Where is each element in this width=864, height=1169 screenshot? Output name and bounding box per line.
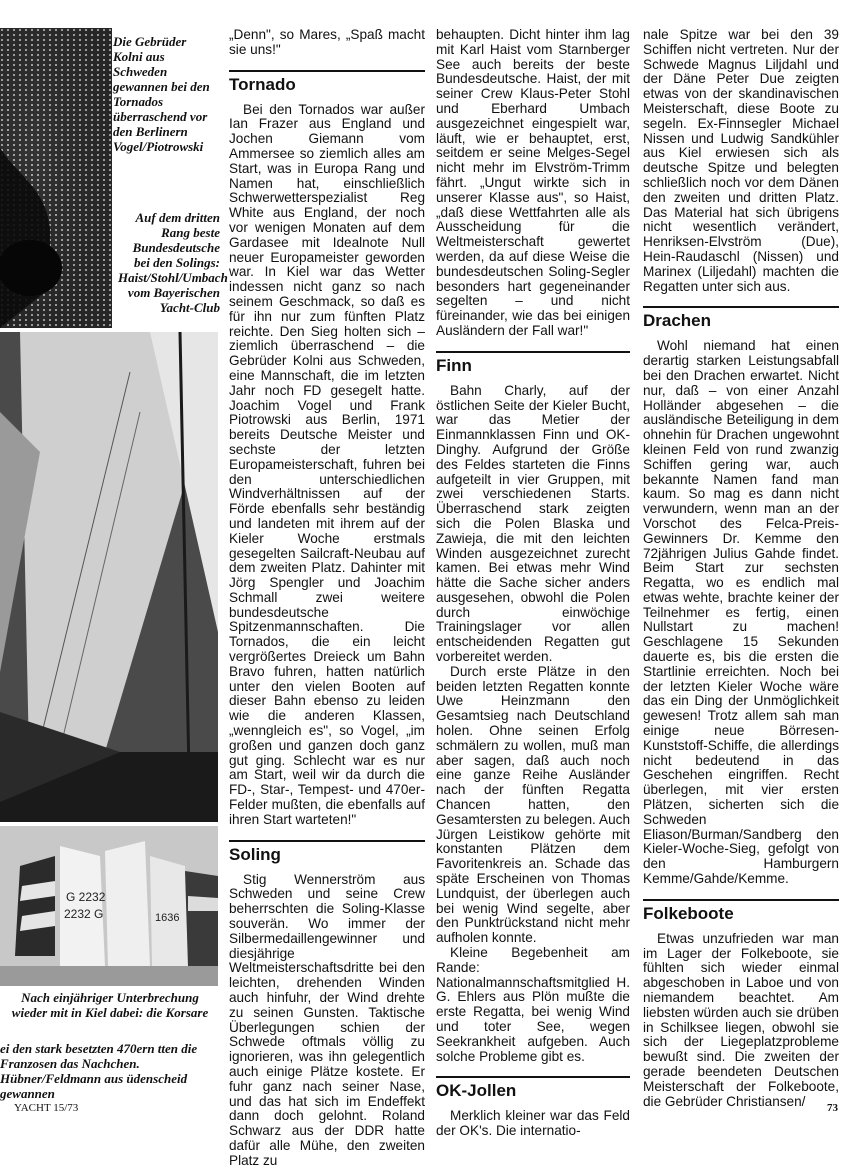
korsare-photo-graphic bbox=[0, 826, 218, 986]
photo-tornado-sailing bbox=[0, 28, 112, 328]
soling-paragraph: Stig Wennerström aus Schweden und seine Crew beherrschten die Soling-Klasse souverän. Wo immer der Silbermedaillengewinner und diesjährige Weltmeisterschaftsdritte bei den leichten, drehenden Winden auch hinfuhr, der Wind drehte zu seinen Gunsten. Taktische Überlegungen schien der Schwede oftmals völlig zu ignorieren, was ihn gelegentlich auch einige Plätze kostete. Er fuhr ganz nach seiner Nase, und das hat sich im Endeffekt dann doch gelohnt. Roland Schwarz aus der DDR hatte dafür alle Mühe, den zweiten Platz zu bbox=[229, 871, 425, 1168]
photo-korsare-fleet bbox=[0, 826, 218, 986]
finn-paragraph-3: Kleine Begebenheit am Rande: Nationalmannschaftsmitglied H. G. Ehlers aus Plön mußte die erste Regatta, bei wenig Wind und toter See, wegen Seekrankheit aufgeben. Auch solche Probleme gibt es. bbox=[436, 945, 630, 1064]
photo-soling-sails bbox=[0, 332, 218, 822]
finn-paragraph-2: Durch erste Plätze in den beiden letzten Regatten konnte Uwe Heinzmann den Gesamtsieg nach Deutschland holen. Ohne seinen Erfolg schmälern zu wollen, muß man aber sagen, daß auch noch eine ganze Reihe Ausländer nach der fünften Regatta Chancen hatten, den Gesamtersten zu belegen. Auch Jürgen Leistikow gehörte mit konstanten Plätzen dem Favoritenkreis an. Schade das späte Erscheinen von Thomas Lundquist, der überlegen auch bei wenig Wind segelte, aber den Punktrückstand nicht mehr aufholen konnte. bbox=[436, 663, 630, 946]
heading-soling: Soling bbox=[229, 840, 425, 865]
heading-drachen: Drachen bbox=[643, 306, 839, 331]
caption-470er: ei den stark besetzten 470ern tten die Franzosen das Nachchen. Hübner/Feldmann aus üdenscheid gewannen bbox=[0, 1041, 198, 1101]
caption-tornado: Die Gebrüder Kolni aus Schweden gewannen bei den Tornados überraschend vor den Berlinern Vogel/Piotrowski bbox=[113, 34, 210, 154]
heading-finn: Finn bbox=[436, 351, 630, 376]
soling-continued-paragraph: behaupten. Dicht hinter ihm lag mit Karl Haist vom Starnberger See auch bereits der beste Bundesdeutsche. Haist, der mit seiner Crew Klaus-Peter Stohl und Eberhard Umbach ausgezeichnet eingespielt war, läuft, wie er behauptet, erst, seitdem er seine Melges-Segel nicht mehr im Elvström-Trimm fährt. „Ungut wirkte sich in unserer Klasse aus", so Haist, „daß diese Wettfahrten alle als Ausscheidung für die Weltmeisterschaft gewertet werden, da auf diese Weise die bundesdeutschen Soling-Segler besonders hart gegeneinander segelten – und nicht füreinander, wie das bei einigen Ausländern der Fall war!" bbox=[436, 27, 630, 338]
caption-soling: Auf dem dritten Rang beste Bundesdeutsche bei den Solings: Haist/Stohl/Umbach vom Bayerischen Yacht-Club bbox=[118, 210, 228, 315]
sail-number-2: 2232 G bbox=[64, 907, 104, 921]
heading-folkeboote: Folkeboote bbox=[643, 899, 839, 924]
soling-photo-graphic bbox=[0, 332, 218, 822]
caption-korsare: Nach einjähriger Unterbrechung wieder mit in Kiel dabei: die Korsare bbox=[11, 990, 209, 1020]
finn-paragraph-1: Bahn Charly, auf der östlichen Seite der Kieler Bucht, war das Metier der Einmannklassen Finn und OK-Dinghy. Aufgrund der Größe des Feldes starteten die Finns aufgeteilt in vier Gruppen, mit zwei verschiedenen Starts. Überraschend stark zeigten sich die Polen Blaska und Zawieja, die mit den leichten Winden ausgezeichnet zurecht kamen. Bei etwas mehr Wind hätte die Sache sicher anders ausgesehen, obwohl die Polen durch einwöchige Trainingslager vor allen entscheidenden Regatten gut vorbereitet werden. bbox=[436, 382, 630, 665]
footer-issue: YACHT 15/73 bbox=[14, 1102, 79, 1114]
sail-number-3: 1636 bbox=[155, 912, 180, 924]
intro-paragraph: „Denn", so Mares, „Spaß macht sie uns!" bbox=[229, 27, 425, 57]
text-column-4 bbox=[643, 28, 839, 1109]
tornado-paragraph: Bei den Tornados war außer Ian Frazer aus England und Jochen Giemann vom Ammersee so ziemlich alles am Start, was in Europa Rang und Namen hat, einschließlich Schwerwetterspezialist Reg White aus England, der noch vor wenigen Monaten auf dem Gardasee mit Idealnote Null neuer Europameister geworden war. In Kiel war das Wetter indessen nicht ganz so nach seinem Geschmack, so daß es für ihn nur zum fünften Platz reichte. Den Sieg holten sich – ziemlich überraschend – die Gebrüder Kolni aus Schweden, eine Mannschaft, die im letzten Jahr noch FD gesegelt hatte. Joachim Vogel und Frank Piotrowski aus Berlin, 1971 bereits Deutsche Meister und sechste der letzten Europameisterschaft, fuhren bei den unterschiedlichen Windverhältnissen auf der Förde ebenfalls sehr beständig und landeten mit ihrem auf der Kieler Woche erstmals gesegelten Sailcraft-Neubau auf dem zweiten Platz. Dahinter mit Jörg Spengler und Joachim Schmall zwei weitere bundesdeutsche Spitzenmannschaften. Die Tornados, die ein leicht vergrößertes Dreieck um Bahn Bravo fuhren, hatten natürlich unter den vielen Booten auf dieser Bahn ebenso zu leiden wie die anderen Klassen, „wenngleich es", so Vogel, „im großen und ganzen doch ganz gut ging. Schlecht war es nur am Start, weil wir da durch die FD-, Star-, Tempest- und 470er-Felder mußten, die ebenfalls auf ihren Start warteten!" bbox=[229, 101, 425, 827]
page-number: 73 bbox=[827, 1102, 838, 1114]
folkeboote-paragraph: Etwas unzufrieden war man im Lager der Folkeboote, sie fühlten sich wieder einmal abgeschoben in Laboe und von niemandem beachtet. Am liebsten würden auch sie drüben in Schilksee liegen, obwohl sie sich der Liegeplatzprobleme bewußt sind. Die zweiten der gerade beendeten Deutschen Meisterschaft der Folkeboote, die Gebrüder Christiansen/ bbox=[643, 930, 839, 1109]
tornado-photo-graphic bbox=[0, 28, 112, 328]
text-column-2 bbox=[229, 28, 425, 1169]
heading-tornado: Tornado bbox=[229, 70, 425, 95]
drachen-paragraph: Wohl niemand hat einen derartig starken Leistungsabfall bei den Drachen erwartet. Nicht nur, daß – von einer Anzahl Holländer abgesehen – die ausländische Beteiligung in dem ohnehin für Drachen ungewohnt kleinen Feld von rund zwanzig Schiffen gering war, auch bekannte Namen fand man kaum. So mag es dann nicht verwundern, wenn man an der Vorschot des Felca-Preis-Gewinners Dr. Kemme den 72jährigen Julius Gahde findet. Beim Start zur sechsten Regatta, wo es endlich mal etwas wehte, brachte keiner der Teilnehmer es fertig, einen Nullstart zu machen! Geschlagene 15 Sekunden dauerte es, bis die ersten die Startlinie erreichten. Noch bei der letzten Kieler Woche wäre das ein Ding der Unmöglichkeit gewesen! Trotz allem sah man einige neue Börresen-Kunststoff-Schiffe, die allerdings nicht bedeutend in das Geschehen eingriffen. Recht überlegen, mit vier ersten Plätzen, sicherten sich die Schweden Eliason/Burman/Sandberg den Kieler-Woche-Sieg, gefolgt von den Hamburgern Kemme/Gahde/Kemme. bbox=[643, 338, 839, 887]
text-column-3 bbox=[436, 28, 630, 1139]
sail-number-1: G 2232 bbox=[66, 890, 106, 904]
ok-paragraph: Merklich kleiner war das Feld der OK's. Die internatio- bbox=[436, 1108, 630, 1139]
heading-ok-jollen: OK-Jollen bbox=[436, 1076, 630, 1101]
ok-continued-paragraph: nale Spitze war bei den 39 Schiffen nicht vertreten. Nur der Schwede Magnus Liljdahl und der Däne Peter Due zeigten etwas von der skandinavischen Meisterschaft, diese Boote zu segeln. Ex-Finnsegler Michael Nissen und Ludwig Sandkühler aus Kiel erwiesen sich als deutsche Spitze und belegten schließlich noch vor dem Dänen den zweiten und dritten Platz. Das Material hat sich übrigens nicht wesentlich verändert, Henriksen-Elvström (Due), Hein-Raudaschl (Nissen) und Marinex (Liljedahl) machten die Regatten unter sich aus. bbox=[643, 27, 839, 294]
